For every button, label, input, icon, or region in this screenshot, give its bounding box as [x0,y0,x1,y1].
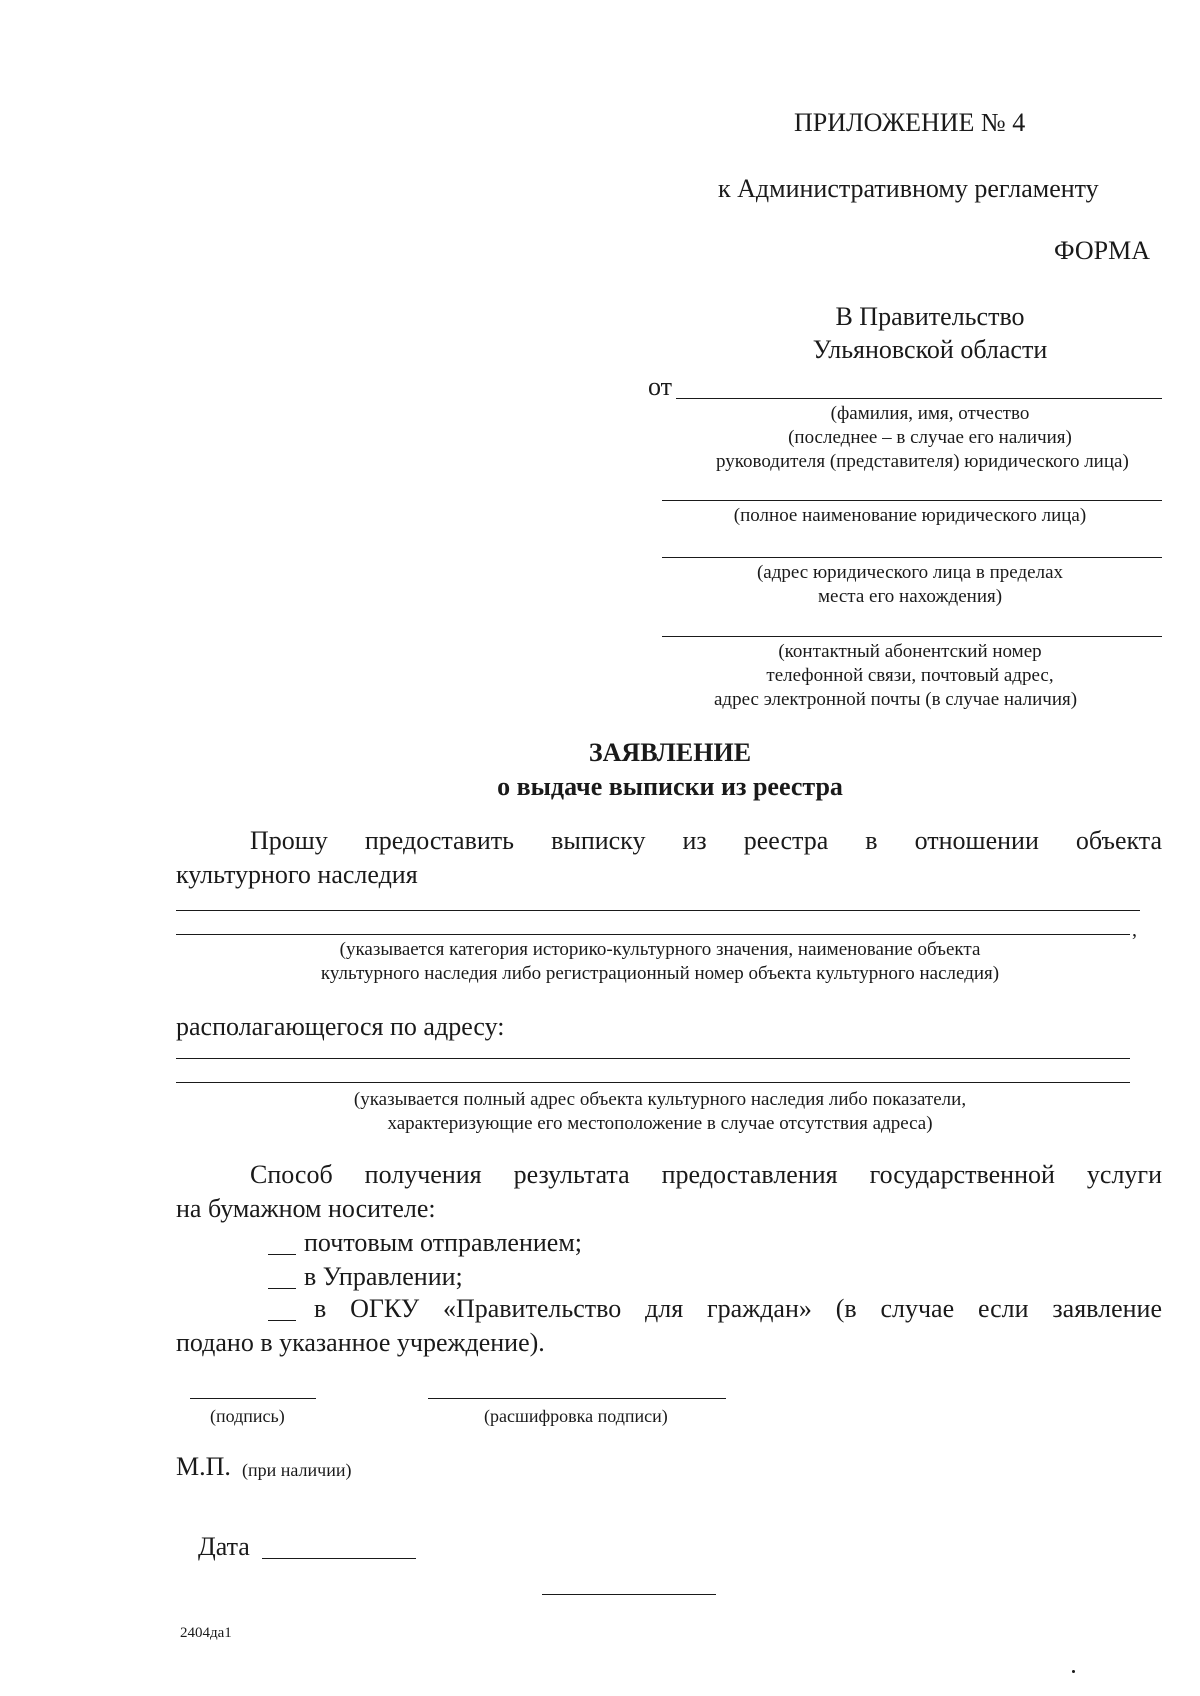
object-line-2[interactable] [176,934,1130,935]
contact-hint-1: (контактный абонентский номер [778,641,1042,662]
signature-hint: (подпись) [210,1406,285,1426]
address-hint-2: места его нахождения) [817,586,1003,607]
object-hint-2: культурного наследия либо регистрационный номер объекта культурного наследия) [320,963,1000,984]
applicant-name-line[interactable] [676,398,1162,399]
form-label: ФОРМА [1054,236,1150,265]
object-address-hint-1: (указывается полный адрес объекта культурного наследия либо показатели, [353,1089,967,1110]
from-label: от [648,372,673,401]
seal-label: М.П. [176,1452,231,1481]
object-address-hint-2: характеризующие его местоположение в случае отсутствия адреса) [387,1113,933,1134]
object-address-line-1[interactable] [176,1058,1130,1059]
method-line-2: на бумажном носителе: [176,1194,436,1223]
date-line[interactable] [262,1558,416,1559]
object-address-line-2[interactable] [176,1082,1130,1083]
option-office-checkbox[interactable] [268,1288,296,1289]
name-hint-1: (фамилия, имя, отчество [830,403,1030,424]
signature-decoding-line[interactable] [428,1398,726,1399]
located-label: располагающегося по адресу: [176,1012,505,1041]
option-office-label: в Управлении; [304,1262,463,1291]
document-code: 2404да1 [180,1625,232,1641]
option-postal-checkbox[interactable] [268,1254,296,1255]
option-mfc-checkbox[interactable] [268,1320,296,1321]
addressee-line-1: В Правительство [835,302,1025,331]
method-line-1: Способ получения результата предоставления государственной услуги [250,1160,1162,1189]
name-hint-2: (последнее – в случае его наличия) [788,427,1072,448]
signature-decoding-hint: (расшифровка подписи) [484,1406,668,1426]
closing-line [542,1594,716,1595]
option-mfc-label-1: в ОГКУ «Правительство для граждан» (в случае если заявление [314,1294,1162,1323]
object-line-comma: , [1132,919,1137,941]
contact-hint-3: адрес электронной почты (в случае наличия) [714,689,1078,710]
organization-address-line[interactable] [662,557,1162,558]
contact-line[interactable] [662,636,1162,637]
object-hint-1: (указывается категория историко-культурного значения, наименование объекта [339,939,981,960]
request-line-2: культурного наследия [176,860,418,889]
organization-hint: (полное наименование юридического лица) [733,505,1087,526]
contact-hint-2: телефонной связи, почтовый адрес, [766,665,1054,686]
date-label: Дата [198,1532,250,1561]
scan-dot [1072,1670,1075,1673]
regulation-reference: к Административному регламенту [718,174,1099,203]
address-hint-1: (адрес юридического лица в пределах [756,562,1064,583]
organization-name-line[interactable] [662,500,1162,501]
signature-line[interactable] [190,1398,316,1399]
object-line-1[interactable] [176,910,1140,911]
document-subtitle: о выдаче выписки из реестра [497,772,843,801]
option-postal-label: почтовым отправлением; [304,1228,583,1257]
request-line-1: Прошу предоставить выписку из реестра в отношении объекта [250,826,1162,855]
seal-hint: (при наличии) [242,1460,352,1480]
option-mfc-label-2: подано в указанное учреждение). [176,1328,545,1357]
name-hint-3: руководителя (представителя) юридического лица) [716,451,1129,472]
appendix-number: ПРИЛОЖЕНИЕ № 4 [794,108,1026,137]
addressee-line-2: Ульяновской области [812,335,1048,364]
document-title: ЗАЯВЛЕНИЕ [588,738,752,767]
